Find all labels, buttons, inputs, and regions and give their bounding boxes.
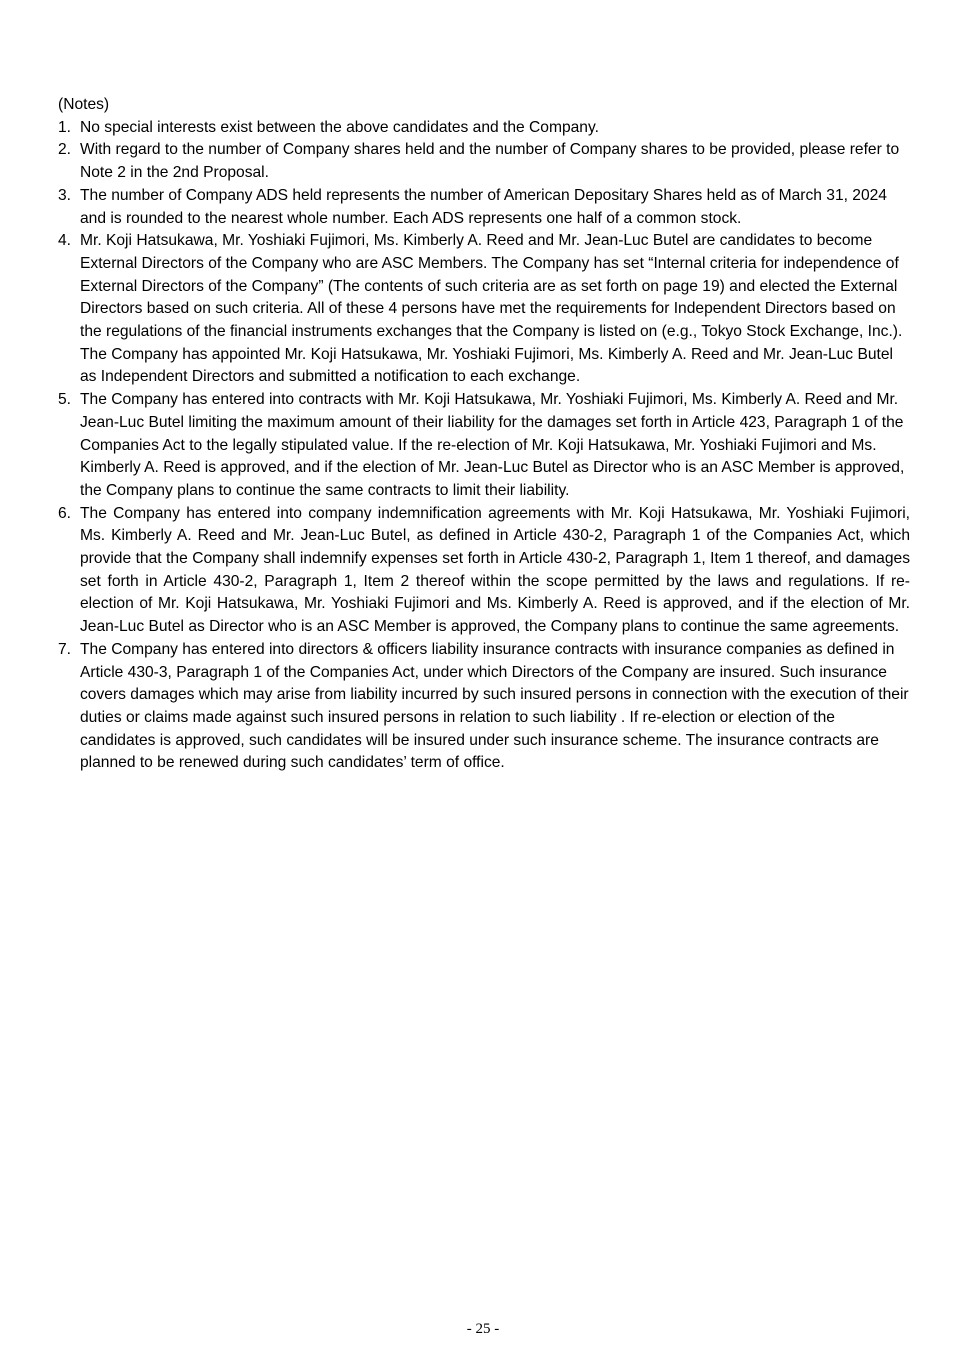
note-text: The number of Company ADS held represents the number of American Depositary Shares held as of March 31, 2024 and is rounded to the nearest whole number. Each ADS represents one half of a common stock.	[80, 186, 887, 227]
notes-heading: (Notes)	[58, 96, 110, 113]
notes-list	[58, 117, 910, 775]
note-item-5	[58, 389, 910, 503]
note-text: The Company has entered into contracts with Mr. Koji Hatsukawa, Mr. Yoshiaki Fujimori, Ms. Kimberly A. Reed and Mr. Jean-Luc Butel limiting the maximum amount of their liability for the damages set forth in Article 423, Paragraph 1 of the Companies Act to the legally stipulated value. If the re-election of Mr. Koji Hatsukawa, Mr. Yoshiaki Fujimori and Ms. Kimberly A. Reed is approved, and if the election of Mr. Jean-Luc Butel as Director who is an ASC Member is approved, the Company plans to continue the same contracts to limit their liability.	[80, 391, 905, 499]
notes-section	[58, 94, 910, 775]
note-item-3	[58, 185, 910, 230]
note-number: 4.	[58, 232, 72, 250]
note-number: 5.	[58, 391, 72, 409]
note-number: 2.	[58, 141, 72, 159]
note-number: 3.	[58, 186, 72, 204]
note-text: Mr. Koji Hatsukawa, Mr. Yoshiaki Fujimori, Ms. Kimberly A. Reed and Mr. Jean-Luc Butel are candidates to become External Directors of the Company who are ASC Members. The Company has set “Internal criteria for independence of External Directors of the Company” (The contents of such criteria are as set forth on page 19) and elected the External Directors based on such criteria. All of these 4 persons have met the requirements for Independent Directors based on the regulations of the financial instruments exchanges that the Company is listed on (e.g., Tokyo Stock Exchange, Inc.). The Company has appointed Mr. Koji Hatsukawa, Mr. Yoshiaki Fujimori, Ms. Kimberly A. Reed and Mr. Jean-Luc Butel as Independent Directors and submitted a notification to each exchange.	[80, 232, 903, 386]
note-item-4	[58, 230, 910, 389]
note-text: The Company has entered into company indemnification agreements with Mr. Koji Hatsukawa, Mr. Yoshiaki Fujimori, Ms. Kimberly A. Reed and Mr. Jean-Luc Butel, as defined in Article 430-2, Paragraph 1 of the Companies Act, which provide that the Company shall indemnify expenses set forth in Article 430-2, Paragraph 1, Item 1 thereof, and damages set forth in Article 430-2, Paragraph 1, Item 2 thereof within the scope permitted by the laws and regulations. If re-election of Mr. Koji Hatsukawa, Mr. Yoshiaki Fujimori and Ms. Kimberly A. Reed is approved, and if the election of Mr. Jean-Luc Butel as Director who is an ASC Member is approved, the Company plans to continue the same agreements.	[80, 504, 910, 636]
note-text: The Company has entered into directors & officers liability insurance contracts with insurance companies as defined in Article 430-3, Paragraph 1 of the Companies Act, under which Directors of the Company are insured. Such insurance covers damages which may arise from liability incurred by such insured persons in connection with the execution of their duties or claims made against such insured persons in relation to such liability . If re-election or election of the candidates is approved, such candidates will be insured under such insurance scheme. The insurance contracts are planned to be renewed during such candidates’ term of office.	[80, 640, 909, 772]
note-text: With regard to the number of Company shares held and the number of Company shares to be provided, please refer to Note 2 in the 2nd Proposal.	[80, 141, 900, 182]
page-number: - 25 -	[466, 1321, 500, 1337]
note-text: No special interests exist between the above candidates and the Company.	[80, 118, 599, 136]
note-item-7	[58, 639, 910, 775]
note-number: 1.	[58, 118, 72, 136]
note-number: 6.	[58, 504, 72, 522]
note-item-1	[58, 117, 910, 140]
note-number: 7.	[58, 640, 72, 658]
note-item-6	[58, 503, 910, 639]
note-item-2	[58, 139, 910, 184]
